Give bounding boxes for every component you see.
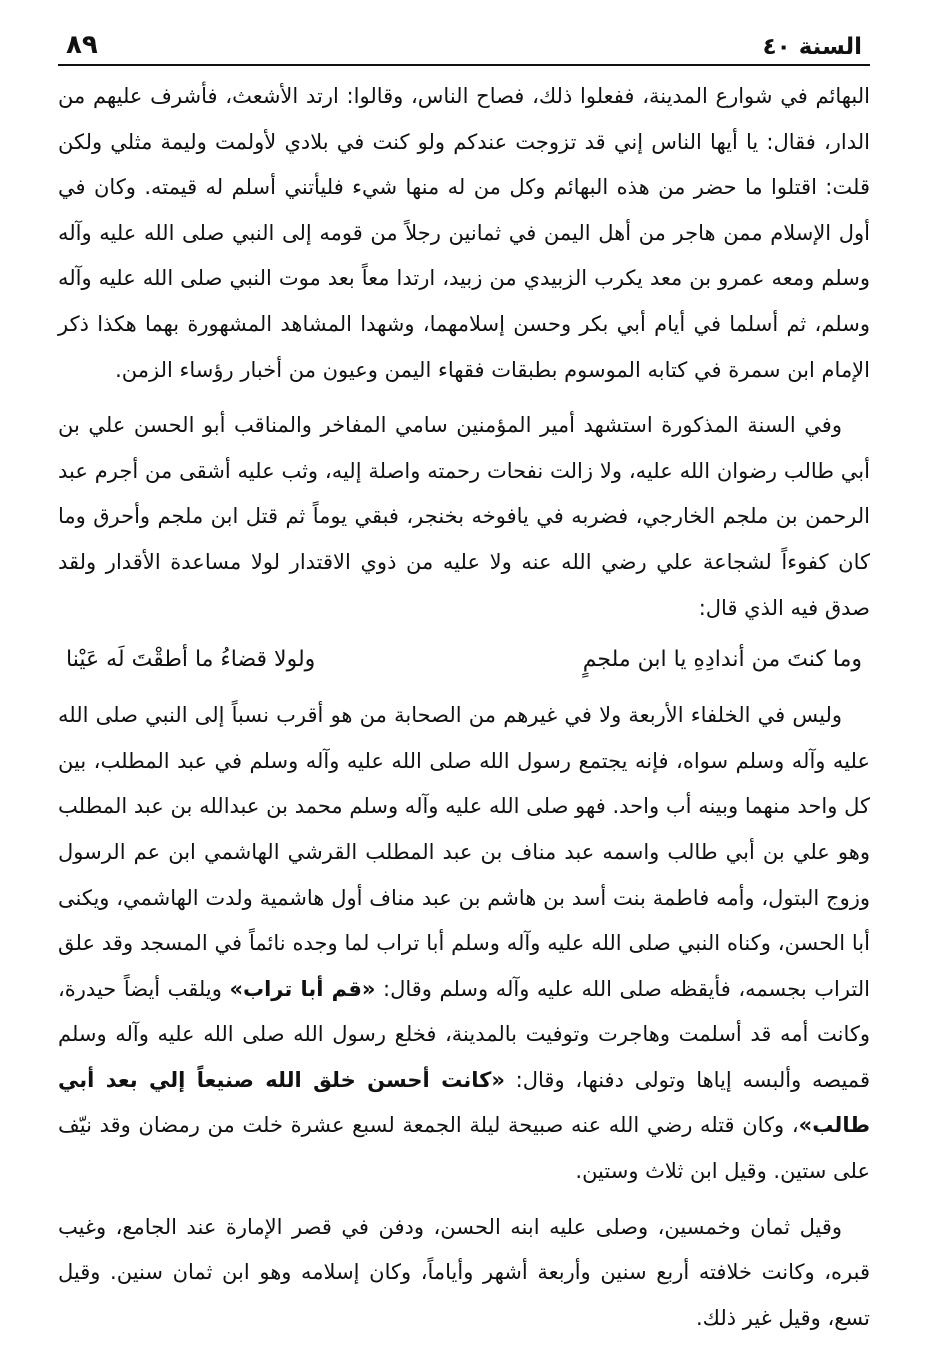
paragraph-text: البهائم في شوارع المدينة، ففعلوا ذلك، فصاح الناس، وقالوا: ارتد الأشعث، فأشرف عليهم من الدار، فقال: يا أيها الناس إني قد تزوجت عندكم ولو كنت في بلادي لأولمت وليمة مثلي ولكن قلت: اقتلوا ما حضر من هذه البهائم وكل من له منها شيء فليأتني أسلم له قيمته. وكان في أول الإسلام ممن هاجر من أهل اليمن في ثمانين رجلاً من قومه إلى النبي صلى الله عليه وآله وسلم ومعه عمرو بن معد يكرب الزبيدي من زبيد، ارتدا معاً بعد موت النبي صلى الله عليه وآله وسلم، ثم أسلما في أيام أبي بكر وحسن إسلامهما، وشهدا المشاهد المشهورة بهما هكذا ذكر الإمام ابن سمرة في كتابه الموسوم بطبقات فقهاء اليمن وعيون من أخبار رؤساء الزمن.: [58, 84, 870, 382]
paragraph-text: وليس في الخلفاء الأربعة ولا في غيرهم من الصحابة من هو أقرب نسباً إلى النبي صلى الله عليه وآله وسلم سواه، فإنه يجتمع رسول الله صلى الله عليه وآله وسلم في عبد المطلب، بين كل واحد منهما وبينه أب واحد. فهو صلى الله عليه وآله وسلم محمد بن عبدالله بن عبد المطلب وهو علي بن أبي طالب واسمه عبد مناف بن عبد المطلب القرشي الهاشمي ابن عم الرسول وزوج البتول، وأمه فاطمة بنت أسد بن هاشم بن عبد مناف أول هاشمية ولدت الهاشمي، ويكنى أبا الحسن، وكناه النبي صلى الله عليه وآله وسلم أبا تراب لما وجده نائماً في المسجد وقد علق التراب بجسمه، فأيقظه صلى الله عليه وآله وسلم وقال:: [58, 703, 870, 1001]
quoted-saying: «قم أبا تراب»: [229, 976, 376, 1001]
paragraph-martyrdom-of-ali: [58, 403, 870, 631]
quoted-saying: «كانت أحسن خلق الله صنيعاً إلي بعد أبي طالب»: [58, 1067, 870, 1138]
poetry-verse: [58, 637, 870, 683]
paragraph-burial-and-caliphate: [58, 1205, 870, 1342]
page-header: [58, 26, 870, 66]
paragraph-text: ، وكان قتله رضي الله عنه صبيحة ليلة الجمعة لسبع عشرة خلت من رمضان وقد نيّف على ستين. وقيل ابن ثلاث وستين.: [58, 1113, 870, 1184]
page-number: ٨٩: [66, 30, 98, 60]
paragraph-lineage-of-ali: [58, 693, 870, 1195]
verse-first-hemistich: وما كنتَ من أندادِهِ يا ابن ملجمٍ: [582, 647, 862, 673]
running-head: السنة ٤٠: [762, 34, 862, 60]
paragraph-ashath-story: [58, 74, 870, 393]
paragraph-text: وفي السنة المذكورة استشهد أمير المؤمنين سامي المفاخر والمناقب أبو الحسن علي بن أبي طالب رضوان الله عليه، ولا زالت نفحات رحمته واصلة إليه، وثب عليه أشقى من أجرم عبد الرحمن بن ملجم الخارجي، فضربه في يافوخه بخنجر، فبقي يوماً ثم قتل ابن ملجم وأحرق وما كان كفوءاً لشجاعة علي رضي الله عنه ولا عليه من ذوي الاقتدار لولا مساعدة الأقدار ولقد صدق فيه الذي قال:: [58, 413, 870, 620]
paragraph-text: ويلقب أيضاً حيدرة، وكانت أمه قد أسلمت وهاجرت وتوفيت بالمدينة، فخلع رسول الله صلى الله عليه وآله وسلم قميصه وألبسه إياها وتولى دفنها، وقال:: [58, 976, 870, 1092]
paragraph-text: وقيل ثمان وخمسين، وصلى عليه ابنه الحسن، ودفن في قصر الإمارة عند الجامع، وغيب قبره، وكانت خلافته أربع سنين وأربعة أشهر وأياماً، وكان إسلامه وهو ابن ثمان سنين. وقيل تسع، وقيل غير ذلك.: [58, 1214, 870, 1330]
book-page: [58, 26, 870, 1341]
verse-second-hemistich: ولولا قضاءُ ما أطقْتَ لَه عَيْنا: [66, 647, 316, 673]
page-body: [58, 74, 870, 1341]
